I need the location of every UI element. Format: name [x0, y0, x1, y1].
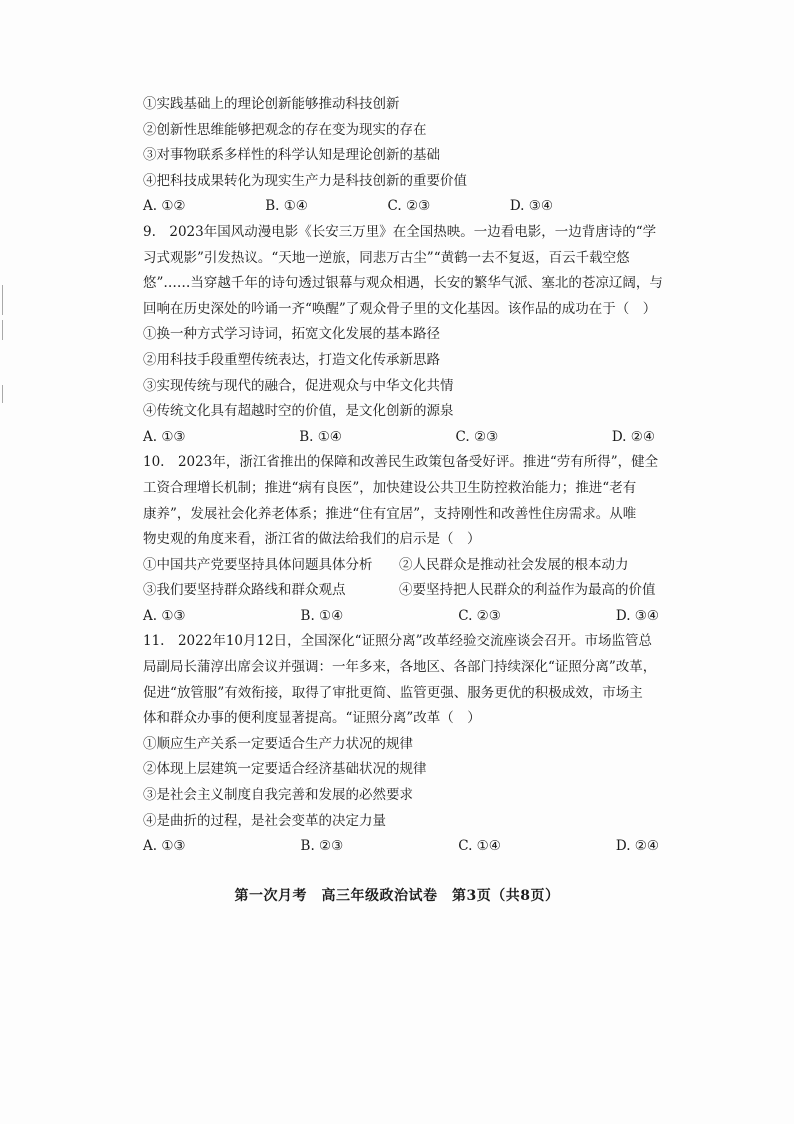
option-d: D. ③④: [509, 198, 553, 215]
question-stem-line: 10. 2023年，浙江省推出的保障和改善民生政策包备受好评。推进“劳有所得”，健全: [143, 454, 659, 471]
statement: ④要坚持把人民群众的利益作为最高的价值: [399, 582, 656, 599]
statement: ②创新性思维能够把观念的存在变为现实的存在: [143, 121, 427, 138]
question-stem-line: 体和群众办事的便利度显著提高。“证照分离”改革（ ）: [143, 710, 481, 727]
answer-options: [143, 194, 553, 220]
option-b: B. ①④: [299, 428, 342, 445]
question-stem-line: 局副局长蒲淳出席会议并强调：一年多来，各地区、各部门持续深化“证照分离”改革，: [143, 659, 657, 676]
answer-options: [143, 604, 659, 630]
question-11: [143, 629, 663, 859]
statement-pair: [143, 553, 663, 579]
question-stem-line: 悠”……当穿越千年的诗句透过银幕与观众相遇，长安的繁华气派、塞北的苍凉辽阔，与: [143, 275, 663, 292]
binding-margin-mark: [2, 320, 13, 340]
statement: ①顺应生产关系一定要适合生产力状况的规律: [143, 735, 413, 752]
option-c: C. ②③: [455, 428, 499, 445]
statement: ②体现上层建筑一定要适合经济基础状况的规律: [143, 761, 427, 778]
binding-margin-mark: [2, 285, 13, 315]
statement: ③实现传统与现代的融合，促进观众与中华文化共情: [143, 377, 454, 394]
option-c: C. ①④: [458, 838, 501, 855]
option-a: A. ①③: [143, 838, 186, 855]
option-c: C. ②③: [458, 607, 501, 624]
page-footer: 第一次月考 高三年级政治试卷 第3页（共8页）: [234, 888, 560, 904]
question-10: [143, 450, 663, 629]
option-d: D. ③④: [615, 607, 659, 624]
statement: ③对事物联系多样性的科学认知是理论创新的基础: [143, 147, 440, 164]
option-d: D. ②④: [615, 838, 659, 855]
option-a: A. ①②: [143, 198, 186, 215]
question-stem-line: 物史观的角度来看，浙江省的做法给我们的启示是（ ）: [143, 531, 481, 548]
question-stem-line: 9. 2023年国风动漫电影《长安三万里》在全国热映。一边看电影，一边背唐诗的“学: [143, 223, 657, 240]
question-stem-line: 11. 2022年10月12日，全国深化“证照分离”改革经验交流座谈会召开。市场监管总: [143, 633, 652, 650]
option-b: B. ①④: [265, 198, 308, 215]
statement-pair: [143, 578, 663, 604]
statement: ①换一种方式学习诗词，拓宽文化发展的基本路径: [143, 326, 440, 343]
question-stem-line: 回响在历史深处的吟诵一齐“唤醒”了观众骨子里的文化基因。该作品的成功在于（ ）: [143, 300, 657, 317]
question-stem-line: 康养”，发展社会化养老体系；推进“住有宜居”，支持刚性和改善性住房需求。从唯: [143, 505, 637, 522]
option-a: A. ①③: [143, 607, 186, 624]
statement: ④把科技成果转化为现实生产力是科技创新的重要价值: [143, 172, 467, 189]
option-b: B. ①④: [300, 607, 344, 624]
question-9: [143, 220, 663, 450]
option-a: A. ①③: [143, 428, 186, 445]
statement: ①实践基础上的理论创新能够推动科技创新: [143, 96, 400, 112]
question-stem-line: 工资合理增长机制；推进“病有良医”，加快建设公共卫生防控救治能力；推进“老有: [143, 479, 637, 496]
question-stem-line: 习式观影”引发热议。“天地一逆旅，同悲万古尘”“黄鹤一去不复返，百云千载空悠: [143, 249, 630, 266]
binding-margin-mark: [2, 385, 13, 403]
option-d: D. ②④: [611, 428, 655, 445]
question-content: [143, 92, 663, 860]
statement: ③我们要坚持群众路线和群众观点: [143, 582, 346, 599]
answer-options: [143, 425, 655, 451]
question-stem-line: 促进“放管服”有效衔接，取得了审批更简、监管更强、服务更优的积极成效，市场主: [143, 684, 643, 701]
question-8: [143, 92, 663, 220]
answer-options: [143, 834, 659, 860]
statement: ①中国共产党要坚持具体问题具体分析: [143, 556, 373, 573]
option-c: C. ②③: [387, 198, 431, 215]
statement: ②人民群众是推动社会发展的根本动力: [399, 556, 629, 573]
statement: ②用科技手段重塑传统表达，打造文化传承新思路: [143, 351, 440, 368]
option-b: B. ②③: [300, 838, 344, 855]
statement: ③是社会主义制度自我完善和发展的必然要求: [143, 787, 413, 804]
statement: ④传统文化具有超越时空的价值，是文化创新的源泉: [143, 403, 454, 420]
statement: ④是曲折的过程，是社会变革的决定力量: [143, 812, 386, 829]
